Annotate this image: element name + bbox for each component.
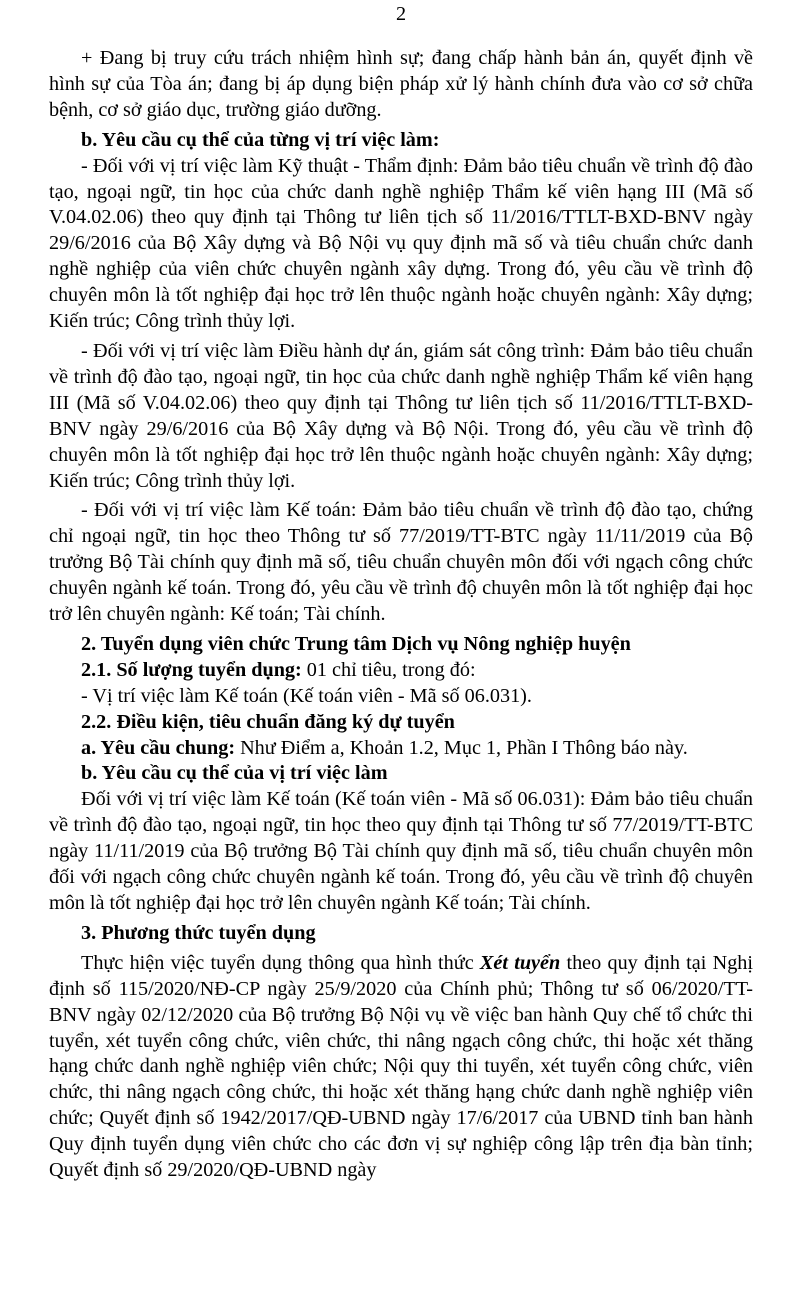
paragraph-accounting-position: - Đối với vị trí việc làm Kế toán: Đảm bảo tiêu chuẩn về trình độ đào tạo, chứng chỉ ngoại ngữ, tin học theo Thông tư số 77/2019/TT-BTC ngày 11/11/2019 của Bộ trưởng Bộ Tài chính quy định mã số, tiêu chuẩn chuyên môn đối với ngạch công chức chuyên ngành kế toán. Trong đó, yêu cầu về trình độ chuyên môn là tốt nghiệp đại học trở lên chuyên ngành: Kế toán; Tài chính. <box>49 499 753 626</box>
value-general-requirements: Như Điểm a, Khoản 1.2, Mục 1, Phần I Thông báo này. <box>235 736 688 759</box>
paragraph-project-management-position: - Đối với vị trí việc làm Điều hành dự án, giám sát công trình: Đảm bảo tiêu chuẩn về trình độ đào tạo, ngoại ngữ, tin học của chức danh nghề nghiệp Thẩm kế viên hạng III (Mã số V.04.02.06) theo quy định tại Thông tư liên tịch số 11/2016/TTLT-BXD-BNV ngày 29/6/2016 của Bộ Xây dựng và Bộ Nội. Trong đó, yêu cầu về trình độ chuyên môn là tốt nghiệp đại học trở lên thuộc ngành hoặc chuyên ngành: Xây dựng; Kiến trúc; Công trình thủy lợi. <box>49 339 753 492</box>
paragraph-accountant-requirements: Đối với vị trí việc làm Kế toán (Kế toán viên - Mã số 06.031): Đảm bảo tiêu chuẩn về trình độ đào tạo, ngoại ngữ, tin học theo quy định tại Thông tư số 77/2019/TT-BTC ngày 11/11/2019 của Bộ trưởng Bộ Tài chính quy định mã số, tiêu chuẩn chuyên môn đối với ngạch công chức chuyên ngành kế toán. Trong đó, yêu cầu về trình độ chuyên môn là tốt nghiệp đại học trở lên chuyên ngành Kế toán; Tài chính. <box>49 788 753 914</box>
paragraph-recruitment-method <box>49 951 753 1184</box>
text-method-emphasis: Xét tuyển <box>479 951 561 974</box>
paragraph-criminal-liability: + Đang bị truy cứu trách nhiệm hình sự; đang chấp hành bản án, quyết định về hình sự của Tòa án; đang bị áp dụng biện pháp xử lý hành chính đưa vào cơ sở chữa bệnh, cơ sở giáo dục, trường giáo dưỡng. <box>49 47 753 121</box>
heading-section-3: 3. Phương thức tuyển dụng <box>81 921 316 944</box>
text-method-intro: Thực hiện việc tuyển dụng thông qua hình thức <box>81 951 480 974</box>
label-general-requirements: a. Yêu cầu chung: <box>81 736 236 759</box>
line-recruitment-quota <box>49 658 753 684</box>
text-method-body: theo quy định tại Nghị định số 115/2020/NĐ-CP ngày 25/9/2020 của Chính phủ; Thông tư số 06/2020/TT-BNV ngày 02/12/2020 của Bộ trưởng Bộ Nội vụ về việc ban hành Quy chế tổ chức thi tuyển, xét tuyển công chức, viên chức, thi nâng ngạch công chức, thi hoặc xét thăng hạng chức danh nghề nghiệp viên chức; Nội quy thi tuyển, xét tuyển công chức, viên chức, thi nâng ngạch công chức, thi hoặc xét thăng hạng chức danh nghề nghiệp viên chức; Quyết định số 1942/2017/QĐ-UBND ngày 17/6/2017 của UBND tỉnh ban hành Quy định tuyển dụng viên chức cho các đơn vị sự nghiệp công lập trên địa bàn tỉnh; Quyết định số 29/2020/QĐ-UBND ngày <box>49 951 753 1182</box>
heading-section-2: 2. Tuyển dụng viên chức Trung tâm Dịch vụ Nông nghiệp huyện <box>81 632 631 655</box>
page-number: 2 <box>395 3 407 25</box>
value-recruitment-quota: 01 chỉ tiêu, trong đó: <box>301 658 476 681</box>
heading-specific-requirements: b. Yêu cầu cụ thể của từng vị trí việc làm: <box>81 128 440 151</box>
heading-position-requirements: b. Yêu cầu cụ thể của vị trí việc làm <box>81 762 388 785</box>
heading-conditions: 2.2. Điều kiện, tiêu chuẩn đăng ký dự tuyển <box>81 710 455 733</box>
paragraph-technical-position: - Đối với vị trí việc làm Kỹ thuật - Thẩm định: Đảm bảo tiêu chuẩn về trình độ đào tạo, ngoại ngữ, tin học của chức danh nghề nghiệp Thẩm kế viên hạng III (Mã số V.04.02.06) theo quy định tại Thông tư liên tịch số 11/2016/TTLT-BXD-BNV ngày 29/6/2016 của Bộ Xây dựng và Bộ Nội vụ quy định mã số và tiêu chuẩn chức danh nghề nghiệp của viên chức chuyên ngành xây dựng. Trong đó, yêu cầu về trình độ chuyên môn là tốt nghiệp đại học trở lên thuộc ngành hoặc chuyên ngành: Xây dựng; Kiến trúc; Công trình thủy lợi. <box>49 154 753 333</box>
label-recruitment-quota: 2.1. Số lượng tuyển dụng: <box>81 658 302 681</box>
line-general-requirements <box>49 736 753 762</box>
line-accounting-position: - Vị trí việc làm Kế toán (Kế toán viên - Mã số 06.031). <box>81 684 532 707</box>
